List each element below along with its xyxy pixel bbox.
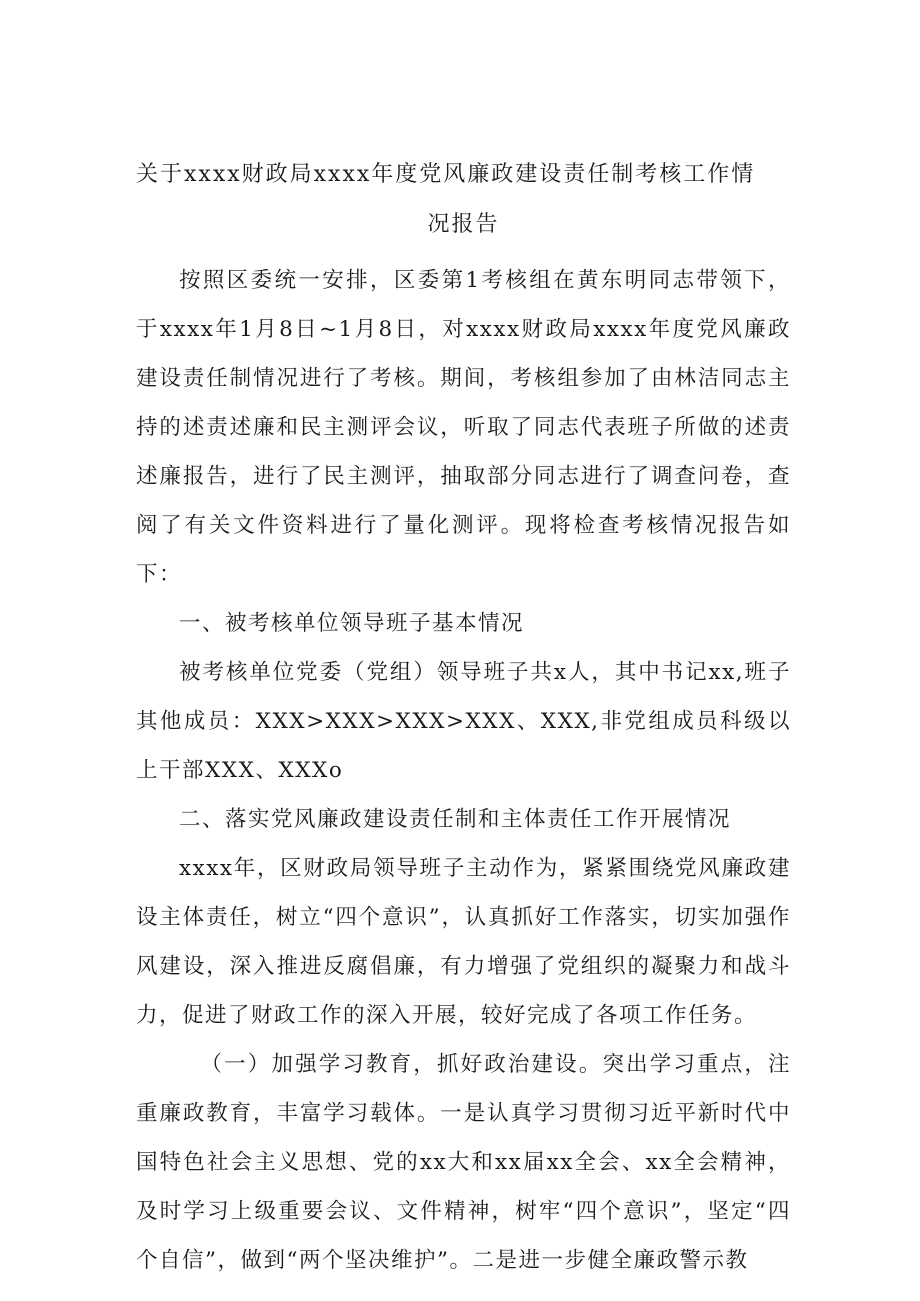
document-body: [136, 256, 791, 1285]
title-line-2: 况报告: [427, 212, 500, 237]
section-heading-2: 二、落实党风廉政建设责任制和主体责任工作开展情况: [179, 807, 732, 832]
paragraph-overview: xxxx年，区财政局领导班子主动作为，紧紧围绕党风廉政建设主体责任，树立“四个意识”，认真抓好工作落实，切实加强作风建设，深入推进反腐倡廉，有力增强了党组织的凝聚力和战斗力，促进了财政工作的深入开展，较好完成了各项工作任务。: [136, 856, 791, 1028]
paragraph-subsection-1: （一）加强学习教育，抓好政治建设。突出学习重点，注重廉政教育，丰富学习载体。一是认真学习贯彻习近平新时代中国特色社会主义思想、党的xx大和xx届xx全会、xx全会精神，及时学习上级重要会议、文件精神，树牢“四个意识”，坚定“四个自信”，做到“两个坚决维护”。二是进一步健全廉政警示教: [136, 1052, 791, 1273]
paragraph-leadership: 被考核单位党委（党组）领导班子共x人，其中书记xx,班子其他成员：XXX>XXX>XXX>XXX、XXX,非党组成员科级以上干部XXX、XXXo: [136, 660, 791, 783]
title-line-1: 关于xxxx财政局xxxx年度党风廉政建设责任制考核工作情: [136, 162, 756, 187]
section-heading-1: 一、被考核单位领导班子基本情况: [179, 611, 525, 636]
paragraph-intro: 按照区委统一安排，区委第1考核组在黄东明同志带领下，于xxxx年1月8日~1月8日，对xxxx财政局xxxx年度党风廉政建设责任制情况进行了考核。期间，考核组参加了由林洁同志主持的述责述廉和民主测评会议，听取了同志代表班子所做的述责述廉报告，进行了民主测评，抽取部分同志进行了调查问卷，查阅了有关文件资料进行了量化测评。现将检查考核情况报告如下：: [136, 268, 791, 587]
document-title: [136, 150, 791, 250]
document-content: [136, 150, 791, 1285]
